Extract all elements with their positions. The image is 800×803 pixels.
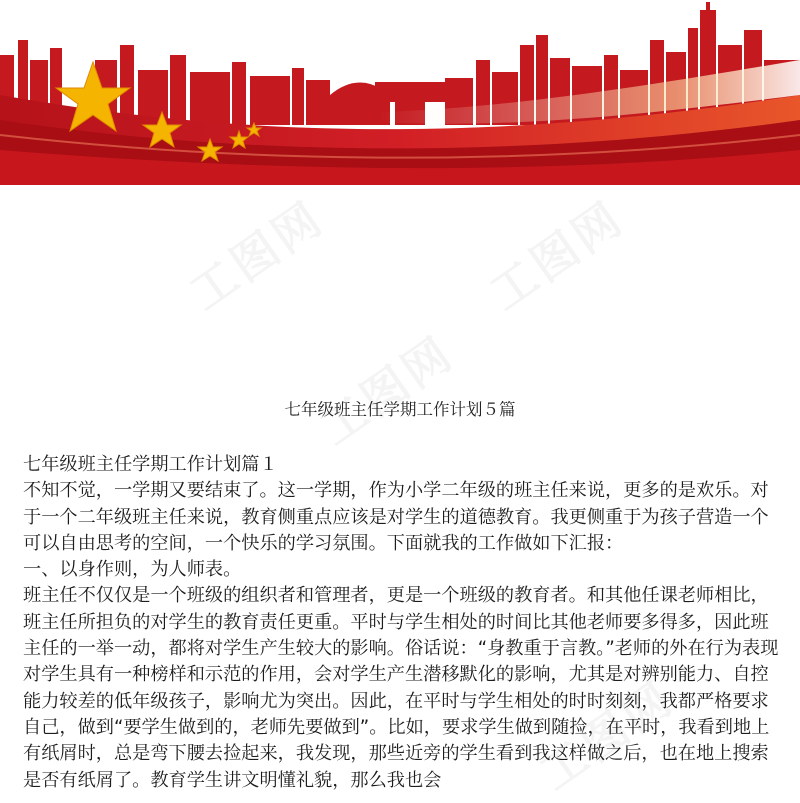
- body-paragraph: 班主任不仅仅是一个班级的组织者和管理者，更是一个班级的教育者。和其他任课老师相比，班主任所担负的对学生的教育责任更重。平时与学生相处的时间比其他老师要多得多，因此班主任的一举一动，都将对学生产生较大的影响。俗话说：“身教重于言教。”老师的外在行为表现对学生具有一种榜样和示范的作用，会对学生产生潜移默化的影响，尤其是对辨别能力、自控能力较差的低年级孩子，影响尤为突出。因此，在平时与学生相处的时时刻刻，我都严格要求自己，做到“要学生做到的，老师先要做到”。比如，要求学生做到随捡，在平时，我看到地上有纸屑时，总是弯下腰去捡起来，我发现，那些近旁的学生看到我这样做之后，也在地上搜索是否有纸屑了。教育学生讲文明懂礼貌，那么我也会: [23, 585, 779, 791]
- watermark: [305, 318, 466, 458]
- section-heading: 七年级班主任学期工作计划篇１: [23, 454, 278, 475]
- city-skyline: [0, 0, 800, 185]
- watermark: [175, 183, 336, 323]
- header-banner: [0, 0, 800, 185]
- document-title: 七年级班主任学期工作计划５篇: [284, 400, 516, 419]
- document-body: [23, 452, 783, 794]
- subsection-heading: 一、以身作则，为人师表。: [23, 559, 242, 581]
- body-paragraph: 不知不觉，一学期又要结束了。这一学期，作为小学二年级的班主任来说，更多的是欢乐。对于一个二年级班主任来说，教育侧重点应该是对学生的道德教育。我更侧重于为孩子营造一个可以自由思考的空间，一个快乐的学习氛围。下面就我的工作做如下汇报：: [23, 480, 769, 554]
- watermark: [475, 183, 636, 323]
